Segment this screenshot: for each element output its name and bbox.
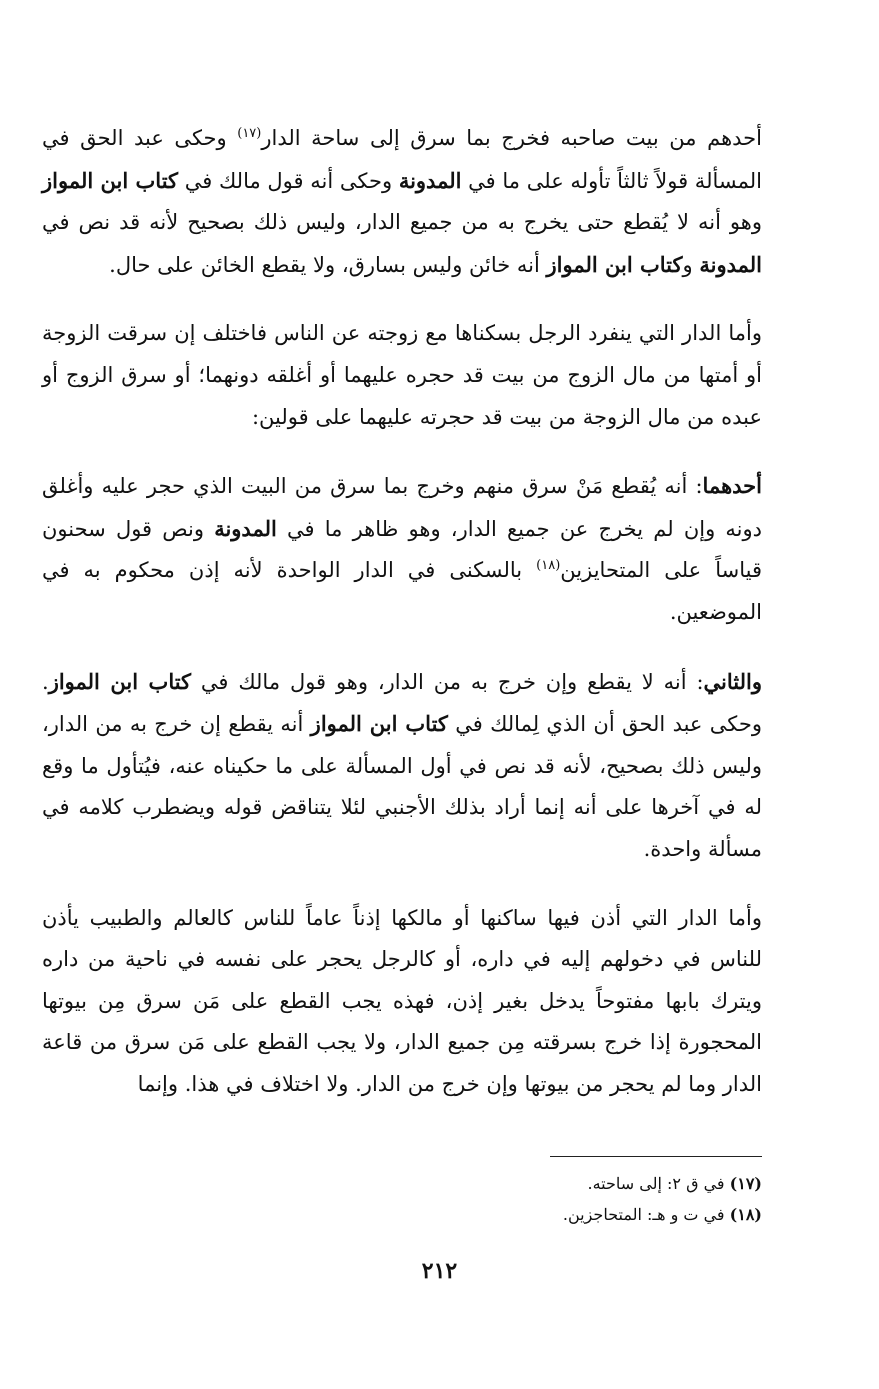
text-segment: . وحكى عبد الحق أن الذي لِمالك في <box>42 669 762 737</box>
text-segment: : أنه يُقطع مَنْ سرق منهم وخرج بما سرق من البيت الذي حجر عليه وأغلق دونه وإن لم يخرج عن جميع الدار، وهو ظاهر ما في <box>42 474 762 541</box>
bold-text-segment: أحدهما <box>702 473 762 499</box>
text-segment: وحكى عبد الحق في المسألة قولاً ثالثاً تأوله على ما في <box>42 126 762 193</box>
body-text <box>42 118 762 1132</box>
paragraph <box>42 661 762 871</box>
footnote-number: (١٨) <box>729 1205 762 1224</box>
paragraph <box>42 465 762 633</box>
page-number: ٢١٢ <box>421 1258 458 1284</box>
bold-text-segment: كتاب ابن المواز <box>48 668 192 694</box>
bold-text-segment: كتاب ابن المواز <box>546 251 683 277</box>
paragraph <box>42 313 762 438</box>
paragraph <box>42 118 762 286</box>
footnote-17 <box>262 1168 762 1199</box>
text-segment: و <box>682 252 700 277</box>
bold-text-segment: المدونة <box>699 251 762 277</box>
bold-text-segment: المدونة <box>398 167 462 193</box>
text-segment: أنه خائن وليس بسارق، ولا يقطع الخائن على حال. <box>109 252 547 277</box>
bold-text-segment: المدونة <box>214 515 277 541</box>
footnote-marker: (١٧) <box>237 126 262 141</box>
bold-text-segment: كتاب ابن المواز <box>42 167 179 193</box>
text-segment: ونص قول سحنون قياساً على المتحايزين <box>42 516 762 583</box>
bold-text-segment: كتاب ابن المواز <box>310 711 448 737</box>
footnote-18 <box>262 1199 762 1230</box>
text-segment: وأما الدار التي أذن فيها ساكنها أو مالكها إذناً عاماً للناس كالعالم والطبيب يأذن للناس في دخولهم إليه في داره، أو كالرجل يحجر على نفسه في ناحية من داره ويترك بابها مفتوحاً يدخل بغير إذن، فهذه يجب القطع على مَن سرق مِن بيوتها المحجورة إذا خرج بسرقته مِن جميع الدار، ولا يجب القطع على مَن سرق من قاعة الدار وما لم يحجر من بيوتها وإن خرج من الدار. ولا اختلاف في هذا. وإنما <box>42 905 762 1096</box>
footnote-marker: (١٨) <box>536 558 561 574</box>
footnote-number: (١٧) <box>729 1174 762 1193</box>
text-segment: وحكى أنه قول مالك في <box>178 168 399 193</box>
text-segment: وأما الدار التي ينفرد الرجل بسكناها مع زوجته عن الناس فاختلف إن سرقت الزوجة أو أمتها من مال الزوج من بيت قد حجره عليهما أو أغلقه دونهما؛ أو سرق الزوج أو عبده من مال الزوجة من بيت قد حجرته عليهما على قولين: <box>42 321 762 429</box>
text-segment: أحدهم من بيت صاحبه فخرج بما سرق إلى ساحة الدار <box>261 126 762 150</box>
text-segment: بالسكنى في الدار الواحدة لأنه إذن محكوم به في الموضعين. <box>42 558 762 624</box>
bold-text-segment: والثاني <box>703 668 762 694</box>
footnote-text: المتحاجزين. <box>562 1205 642 1224</box>
paragraph <box>42 898 762 1106</box>
text-segment: أنه يقطع إن خرج به من الدار، وليس ذلك بصحيح، لأنه قد نص في أول المسألة على ما حكيناه عنه، فيُتأول ما وقع له في آخرها على أنه إنما أراد بذلك الأجنبي لئلا يتناقض قوله ويضطرب كلامه في مسألة واحدة. <box>42 712 762 861</box>
footnote-reference: في ت و هـ: <box>647 1205 725 1224</box>
footnote-separator <box>550 1156 762 1157</box>
footnotes <box>262 1168 762 1230</box>
text-segment: : أنه لا يقطع وإن خرج به من الدار، وهو قول مالك في <box>191 669 704 694</box>
footnote-text: إلى ساحته. <box>587 1174 662 1193</box>
text-segment: وهو أنه لا يُقطع حتى يخرج به من جميع الدار، وليس ذلك بصحيح لأنه قد نص في <box>42 210 762 235</box>
footnote-reference: في ق ٢: <box>667 1174 725 1193</box>
